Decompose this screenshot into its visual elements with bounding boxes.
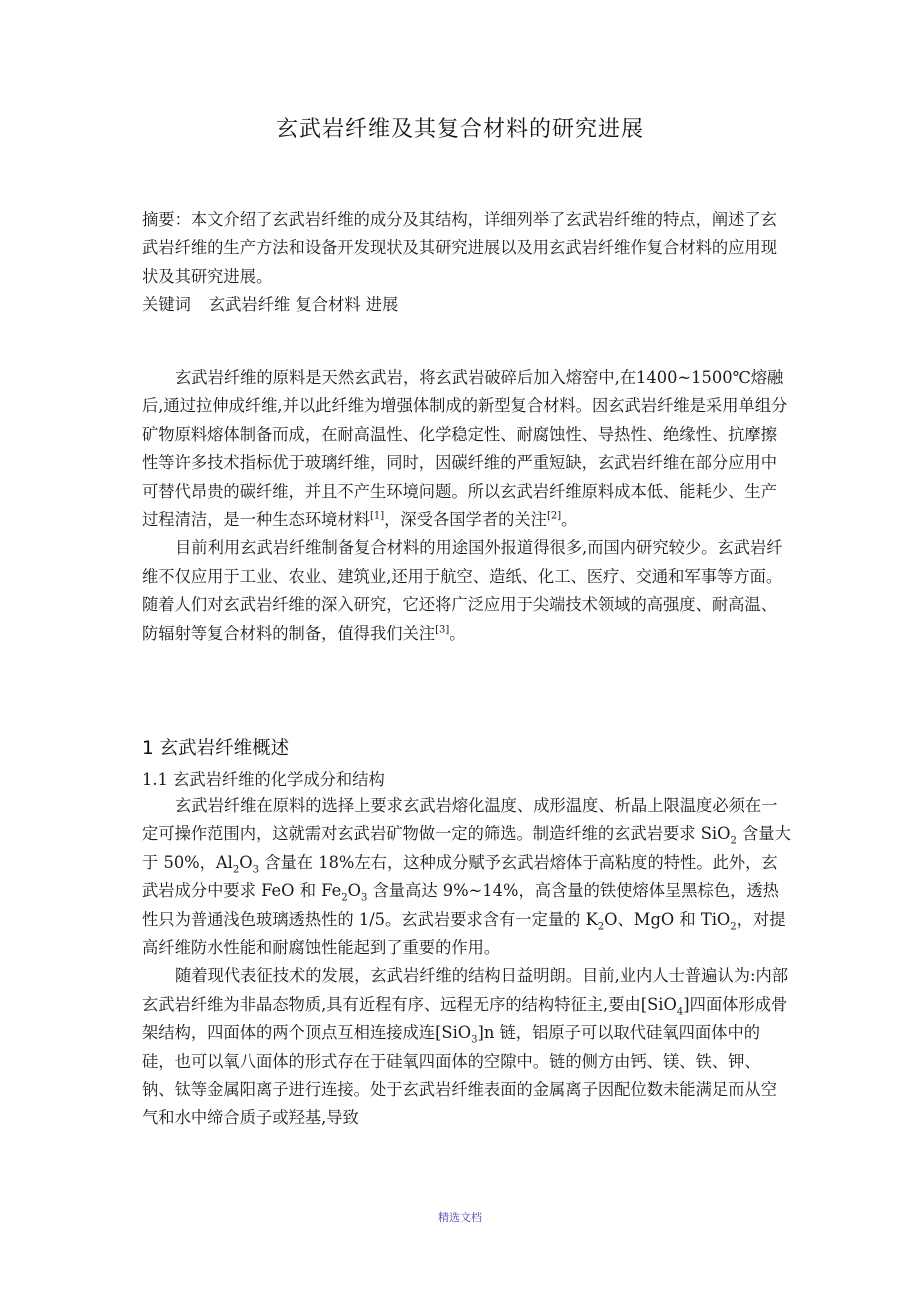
s11-p1-c: O	[239, 852, 253, 872]
introduction	[142, 364, 792, 648]
intro-p1-end: 。	[561, 510, 578, 530]
subscript: 2	[597, 920, 605, 932]
ref-2[interactable]: [2]	[546, 510, 562, 522]
subscript: 2	[730, 920, 737, 932]
intro-p1-text-2: ，深受各国学者的关注	[384, 510, 547, 530]
page-footer: 精选文档	[438, 1211, 482, 1224]
s11-p1-b: 含量大于 50%，Al	[142, 824, 791, 872]
subscript: 3	[360, 892, 368, 904]
intro-p1-text: 玄武岩纤维的原料是天然玄武岩，将玄武岩破碎后加入熔窑中,在1400~1500℃熔融后,通过拉伸成纤维,并以此纤维为增强体制成的新型复合材料。因玄武岩纤维是采用单组分矿物原料熔体制备而成，在耐高温性、化学稳定性、耐腐蚀性、导热性、绝缘性、抗摩擦性等许多技术指标优于玻璃纤维，同时，因碳纤维的严重短缺，玄武岩纤维在部分应用中可替代昂贵的碳纤维，并且不产生环境问题。所以玄武岩纤维原料成本低、能耗少、生产过程清洁，是一种生态环境材料	[142, 368, 788, 530]
s11-paragraph-2	[142, 962, 792, 1132]
s11-p1-g: O、MgO 和 TiO	[604, 909, 731, 929]
section-1-1-body	[142, 792, 792, 1133]
s11-p2-c: ]n 链，铝原子可以取代硅氧四面体中的硅，也可以氧八面体的形式存在于硅氧四面体的空隙中。链的侧方由钙、镁、铁、钾、钠、钛等金属阳离子进行连接。处于玄武岩纤维表面的金属离子因配位数未能满足而从空气和水中缔合质子或羟基,导致	[142, 1023, 777, 1128]
section-heading-1: 1 玄武岩纤维概述	[142, 738, 290, 759]
intro-paragraph-1	[142, 364, 792, 534]
ref-3[interactable]: [3]	[435, 624, 450, 636]
intro-p2-text: 目前利用玄武岩纤维制备复合材料的用途国外报道得很多,而国内研究较少。玄武岩纤维不仅应用于工业、农业、建筑业,还用于航空、造纸、化工、医疗、交通和军事等方面。随着人们对玄武岩纤维的深入研究，它还将广泛应用于尖端技术领域的高强度、耐高温、防辐射等复合材料的制备，值得我们关注	[142, 538, 783, 643]
s11-paragraph-1	[142, 792, 792, 962]
keywords-label: 关键词	[142, 295, 191, 315]
ref-1[interactable]: [1]	[369, 510, 385, 522]
s11-p1-d: 含量在 18%左右，这种成分赋予玄武岩熔体于高粘度的特性。此外，玄武岩成分中要求 FeO 和 Fe	[142, 852, 778, 901]
keywords-line	[142, 291, 792, 319]
s11-p2-b: ]四面体形成骨架结构，四面体的两个顶点互相连接成连[SiO	[142, 994, 788, 1043]
subscript: 2	[730, 835, 737, 847]
s11-p2-a: 随着现代表征技术的发展，玄武岩纤维的结构日益明朗。目前,业内人士普遍认为:内部玄武岩纤维为非晶态物质,具有近程有序、远程无序的结构特征主,要由[SiO	[142, 966, 789, 1014]
page-title: 玄武岩纤维及其复合材料的研究进展	[275, 117, 644, 142]
subscript: 2	[341, 892, 348, 904]
intro-paragraph-2	[142, 534, 792, 648]
subscript: 4	[676, 1006, 684, 1018]
s11-p1-h: ，对提高纤维防水性能和耐腐蚀性能起到了重要的作用。	[142, 909, 786, 958]
intro-p2-end: 。	[449, 623, 466, 643]
subscript: 3	[471, 1034, 478, 1046]
keywords: 玄武岩纤维 复合材料 进展	[208, 295, 399, 315]
abstract: 摘要：本文介绍了玄武岩纤维的成分及其结构，详细列举了玄武岩纤维的特点，阐述了玄武岩纤维的生产方法和设备开发现状及其研究进展以及用玄武岩纤维作复合材料的应用现状及其研究进展。	[142, 210, 777, 286]
subsection-heading-1-1: 1.1 玄武岩纤维的化学成分和结构	[142, 770, 385, 789]
s11-p1-f: 含量高达 9%~14%，高含量的铁使熔体呈黑棕色，透热性只为普通浅色玻璃透热性的 1/5。玄武岩要求含有一定量的 K	[142, 881, 779, 929]
subscript: 3	[252, 864, 260, 876]
abstract-block	[142, 206, 792, 320]
subscript: 2	[232, 864, 240, 876]
s11-p1-a: 玄武岩纤维在原料的选择上要求玄武岩熔化温度、成形温度、析晶上限温度必须在一定可操作范围内，这就需对玄武岩矿物做一定的筛选。制造纤维的玄武岩要求 SiO	[142, 796, 778, 844]
s11-p1-e: O	[347, 881, 361, 901]
